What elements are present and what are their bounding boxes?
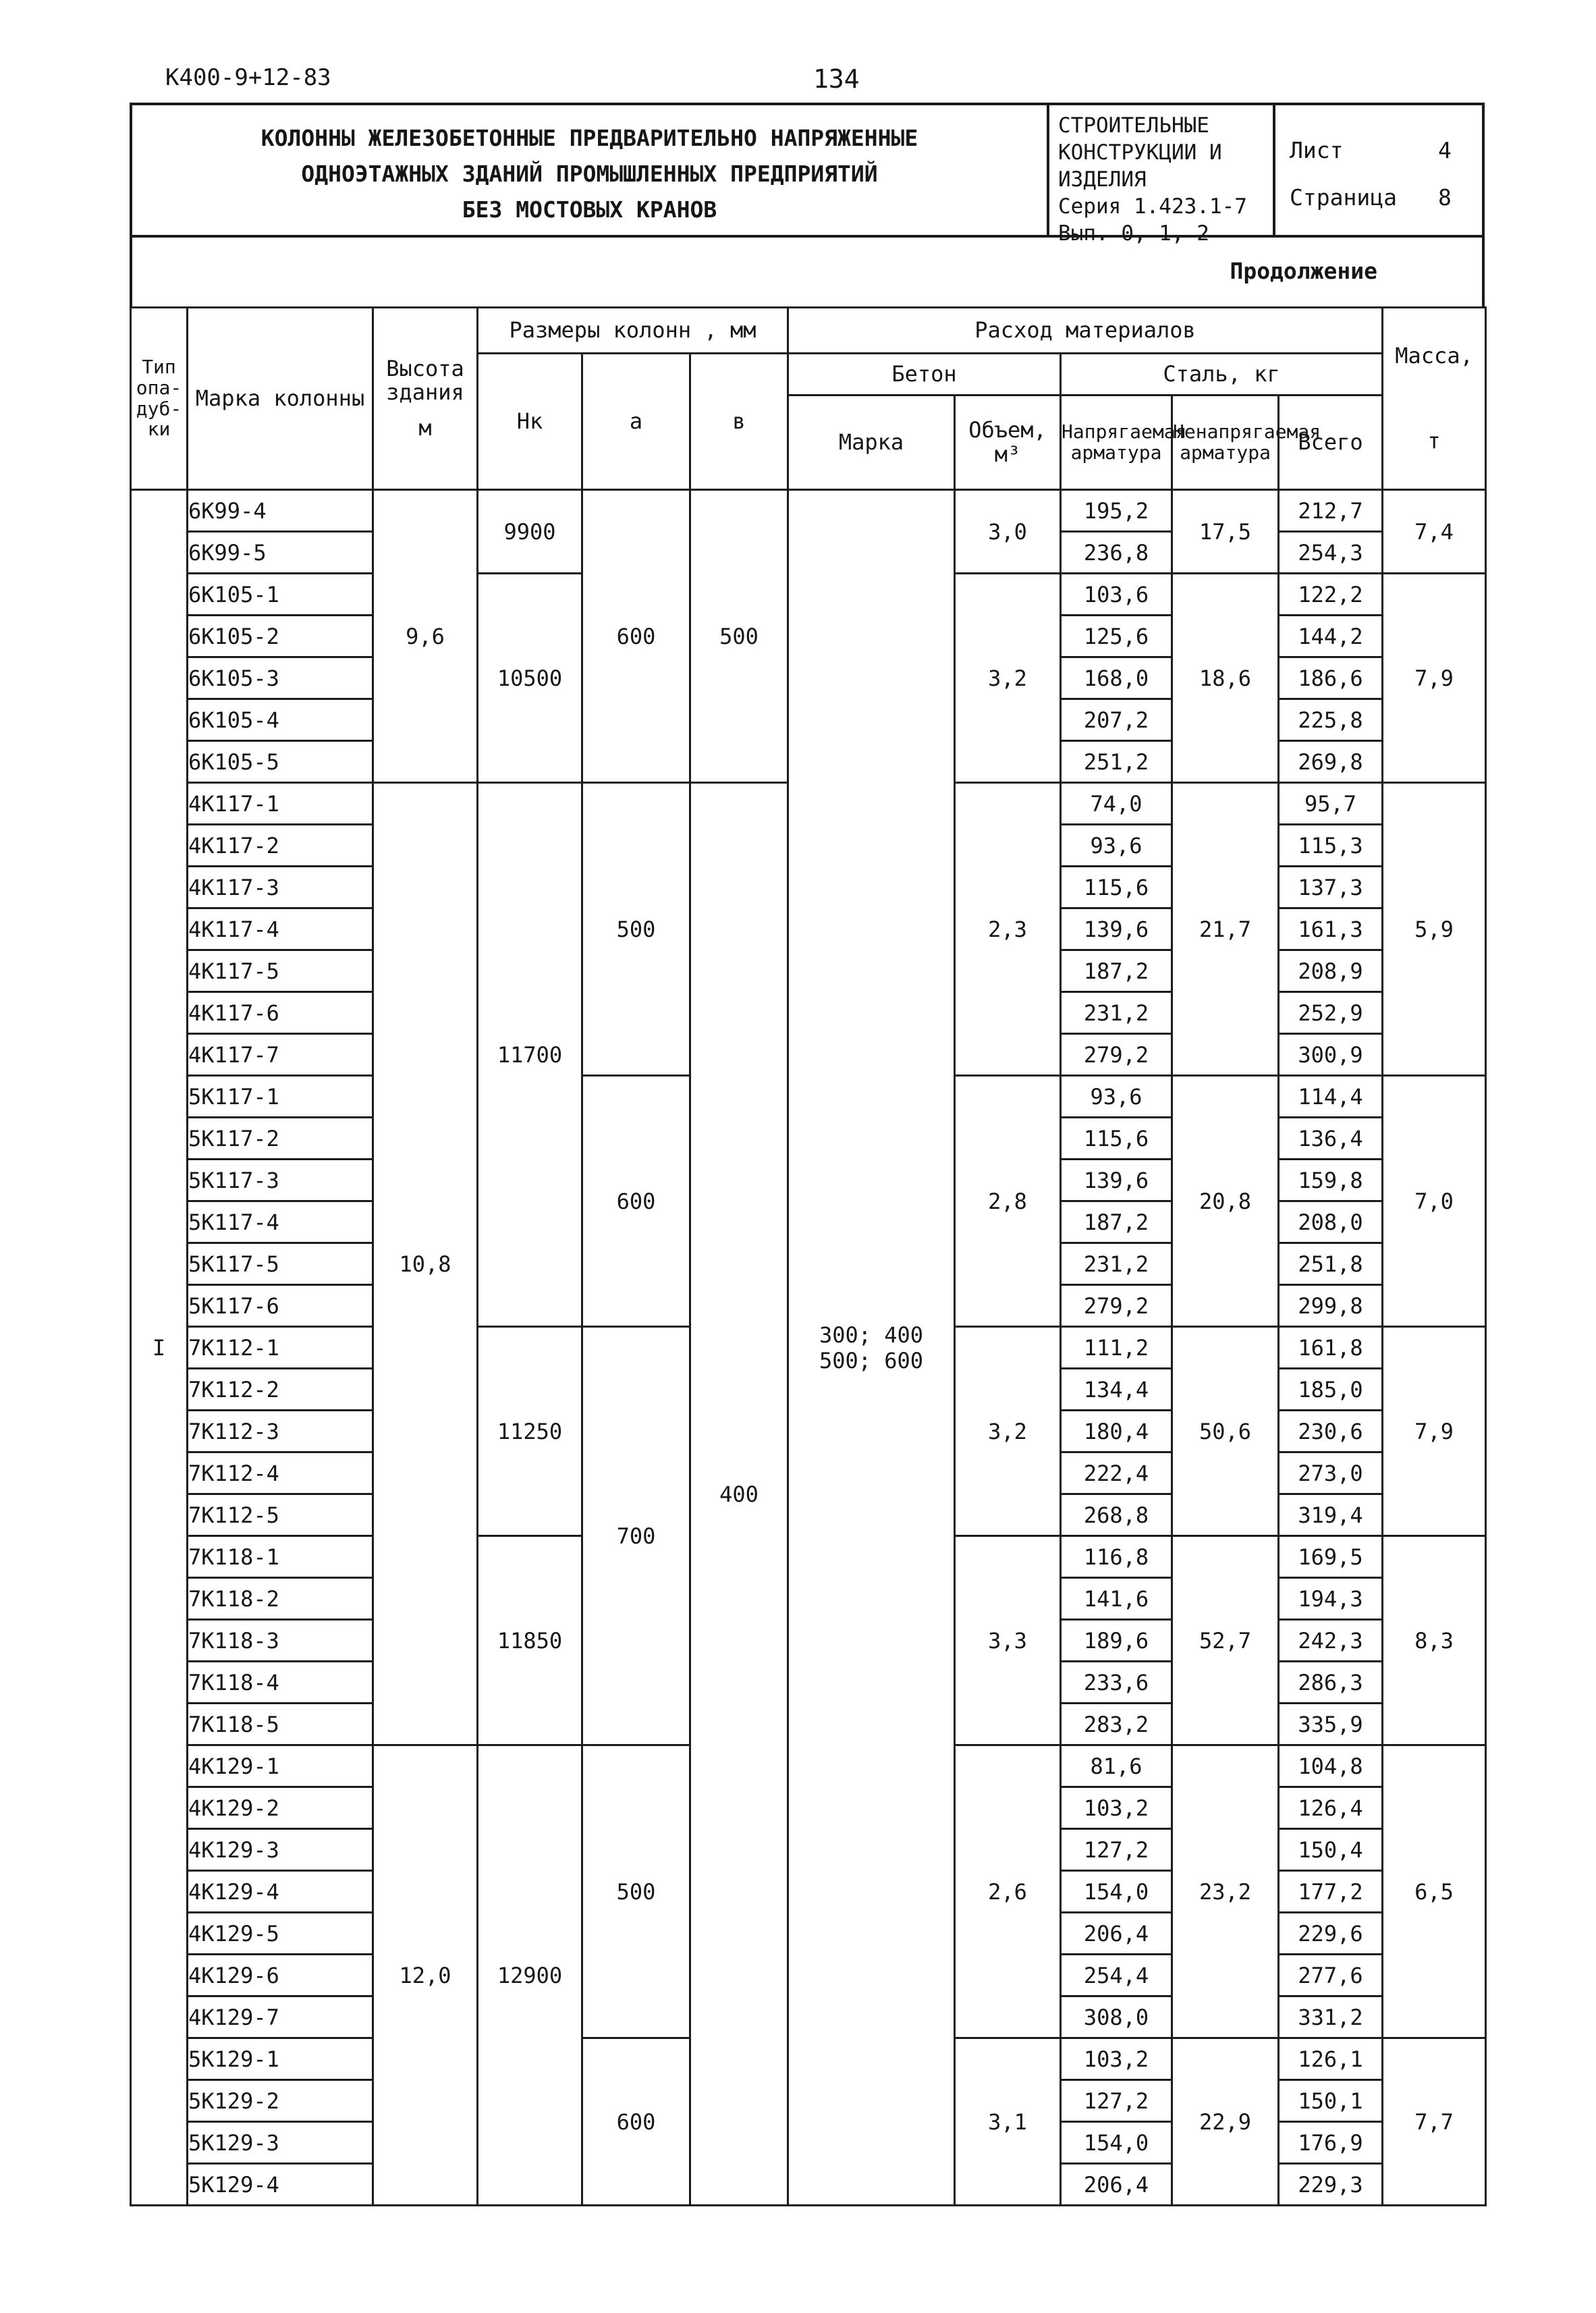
mark-cell: 7К118-4 [188,1662,373,1704]
title-stamp [130,103,1485,246]
mass-cell: 5,9 [1383,783,1486,1076]
sheet-info [1290,127,1452,221]
prestressed-cell: 254,4 [1061,1955,1172,1996]
mark-cell: 7К118-5 [188,1704,373,1745]
total-cell: 115,3 [1279,825,1383,867]
header-materials: Расход материалов [788,308,1383,354]
total-cell: 242,3 [1279,1620,1383,1662]
a-cell: 600 [582,2038,690,2206]
prestressed-cell: 139,6 [1061,1160,1172,1201]
hk-cell: 11700 [478,783,582,1327]
prestressed-cell: 180,4 [1061,1411,1172,1452]
prestressed-cell: 231,2 [1061,1243,1172,1285]
volume-cell: 2,8 [955,1076,1061,1327]
height-cell: 9,6 [373,490,478,783]
prestressed-cell: 81,6 [1061,1745,1172,1787]
prestressed-cell: 231,2 [1061,992,1172,1034]
mark-cell: 6К105-4 [188,699,373,741]
header-b: в [690,354,788,490]
total-cell: 229,3 [1279,2164,1383,2206]
mark-cell: 4К129-6 [188,1955,373,1996]
total-cell: 229,6 [1279,1913,1383,1955]
header-dims: Размеры колонн , мм [478,308,788,354]
mark-cell: 4К129-3 [188,1829,373,1871]
prestressed-cell: 206,4 [1061,2164,1172,2206]
mark-cell: 5К117-5 [188,1243,373,1285]
prestressed-cell: 134,4 [1061,1369,1172,1411]
header-mass-unit: т [1427,427,1441,454]
mass-cell: 7,9 [1383,1327,1486,1536]
total-cell: 177,2 [1279,1871,1383,1913]
nonprestressed-cell: 20,8 [1172,1076,1279,1327]
header-height-unit: м [418,415,432,441]
prestressed-cell: 103,6 [1061,574,1172,616]
mark-cell: 5К117-4 [188,1201,373,1243]
prestressed-cell: 222,4 [1061,1452,1172,1494]
series-info [1058,112,1247,247]
nonprestressed-cell: 50,6 [1172,1327,1279,1536]
mass-cell: 7,0 [1383,1076,1486,1327]
mark-cell: 5К129-1 [188,2038,373,2080]
page-value: 8 [1438,184,1452,211]
mark-cell: 4К117-6 [188,992,373,1034]
total-cell: 208,0 [1279,1201,1383,1243]
prestressed-cell: 103,2 [1061,2038,1172,2080]
continuation-label: Продолжение [1230,258,1377,284]
stamp-divider [1047,105,1049,235]
header-concrete-mark: Марка [788,396,955,490]
height-cell: 10,8 [373,783,478,1745]
mass-cell: 7,9 [1383,574,1486,783]
total-cell: 277,6 [1279,1955,1383,1996]
nonprestressed-cell: 22,9 [1172,2038,1279,2206]
sheet-label: Лист [1290,137,1344,163]
mark-cell: 4К117-1 [188,783,373,825]
mark-cell: 7К112-3 [188,1411,373,1452]
header-nonprestressed: Ненапрягаемая арматура [1172,396,1279,490]
mark-cell: 5К117-2 [188,1118,373,1160]
volume-cell: 3,3 [955,1536,1061,1745]
header-mark: Марка колонны [188,308,373,490]
mark-cell: 4К117-4 [188,908,373,950]
mark-cell: 5К117-3 [188,1160,373,1201]
volume-cell: 3,2 [955,574,1061,783]
mark-cell: 7К118-1 [188,1536,373,1578]
header-type: Тип опа-дуб-ки [131,308,188,490]
series-line: Серия 1.423.1-7 [1058,194,1247,219]
nonprestressed-cell: 52,7 [1172,1536,1279,1745]
mark-cell: 5К129-2 [188,2080,373,2122]
header-concrete: Бетон [788,354,1061,396]
mass-cell: 6,5 [1383,1745,1486,2038]
a-cell: 700 [582,1327,690,1745]
mass-cell: 7,7 [1383,2038,1486,2206]
total-cell: 194,3 [1279,1578,1383,1620]
mark-cell: 5К117-6 [188,1285,373,1327]
total-cell: 186,6 [1279,657,1383,699]
total-cell: 208,9 [1279,950,1383,992]
prestressed-cell: 125,6 [1061,616,1172,657]
mark-cell: 6К99-5 [188,532,373,574]
prestressed-cell: 154,0 [1061,2122,1172,2164]
mark-cell: 4К129-1 [188,1745,373,1787]
mark-cell: 7К118-2 [188,1578,373,1620]
page-number: 134 [813,64,860,94]
total-cell: 169,5 [1279,1536,1383,1578]
header-mass-text: Масса, [1395,343,1473,369]
total-cell: 335,9 [1279,1704,1383,1745]
volume-cell: 3,0 [955,490,1061,574]
prestressed-cell: 127,2 [1061,2080,1172,2122]
type-cell: I [131,490,188,2206]
total-cell: 122,2 [1279,574,1383,616]
prestressed-cell: 116,8 [1061,1536,1172,1578]
prestressed-cell: 283,2 [1061,1704,1172,1745]
title-line: КОЛОННЫ ЖЕЛЕЗОБЕТОННЫЕ ПРЕДВАРИТЕЛЬНО НАПРЯЖЕННЫЕ [260,125,918,151]
a-cell: 500 [582,783,690,1076]
prestressed-cell: 279,2 [1061,1034,1172,1076]
volume-cell: 2,3 [955,783,1061,1076]
mark-cell: 6К105-1 [188,574,373,616]
total-cell: 230,6 [1279,1411,1383,1452]
hk-cell: 9900 [478,490,582,574]
series-line: ИЗДЕЛИЯ [1058,167,1147,192]
mark-cell: 5К129-4 [188,2164,373,2206]
prestressed-cell: 206,4 [1061,1913,1172,1955]
mark-cell: 7К112-5 [188,1494,373,1536]
mark-cell: 4К117-3 [188,867,373,908]
total-cell: 331,2 [1279,1996,1383,2038]
header-prestressed: Напрягаемая арматура [1061,396,1172,490]
continuation-row [130,238,1485,306]
total-cell: 299,8 [1279,1285,1383,1327]
prestressed-cell: 127,2 [1061,1829,1172,1871]
total-cell: 254,3 [1279,532,1383,574]
prestressed-cell: 74,0 [1061,783,1172,825]
header-mass [1383,308,1486,490]
prestressed-cell: 168,0 [1061,657,1172,699]
total-cell: 114,4 [1279,1076,1383,1118]
header-hk: Нк [478,354,582,490]
mass-cell: 7,4 [1383,490,1486,574]
total-cell: 286,3 [1279,1662,1383,1704]
total-cell: 161,3 [1279,908,1383,950]
hk-cell: 12900 [478,1745,582,2206]
mark-cell: 4К117-2 [188,825,373,867]
prestressed-cell: 103,2 [1061,1787,1172,1829]
total-cell: 161,8 [1279,1327,1383,1369]
total-cell: 136,4 [1279,1118,1383,1160]
prestressed-cell: 115,6 [1061,1118,1172,1160]
prestressed-cell: 308,0 [1061,1996,1172,2038]
prestressed-cell: 187,2 [1061,1201,1172,1243]
nonprestressed-cell: 23,2 [1172,1745,1279,2038]
prestressed-cell: 195,2 [1061,490,1172,532]
mark-cell: 4К117-5 [188,950,373,992]
title-line: ОДНОЭТАЖНЫХ ЗДАНИЙ ПРОМЫШЛЕННЫХ ПРЕДПРИЯТИЙ [301,161,878,187]
total-cell: 176,9 [1279,2122,1383,2164]
nonprestressed-cell: 17,5 [1172,490,1279,574]
total-cell: 144,2 [1279,616,1383,657]
prestressed-cell: 268,8 [1061,1494,1172,1536]
total-cell: 273,0 [1279,1452,1383,1494]
series-line: КОНСТРУКЦИИ И [1058,140,1222,165]
total-cell: 252,9 [1279,992,1383,1034]
mark-cell: 4К129-4 [188,1871,373,1913]
hk-cell: 11850 [478,1536,582,1745]
total-cell: 126,1 [1279,2038,1383,2080]
height-cell: 12,0 [373,1745,478,2206]
total-cell: 126,4 [1279,1787,1383,1829]
mark-cell: 5К129-3 [188,2122,373,2164]
document-title [132,120,1047,227]
b-cell: 400 [690,783,788,2206]
prestressed-cell: 189,6 [1061,1620,1172,1662]
total-cell: 150,1 [1279,2080,1383,2122]
header-volume: Объем, м³ [955,396,1061,490]
a-cell: 500 [582,1745,690,2038]
prestressed-cell: 251,2 [1061,741,1172,783]
mark-cell: 4К129-5 [188,1913,373,1955]
mass-cell: 8,3 [1383,1536,1486,1745]
total-cell: 150,4 [1279,1829,1383,1871]
prestressed-cell: 233,6 [1061,1662,1172,1704]
volume-cell: 3,2 [955,1327,1061,1536]
mark-cell: 6К105-2 [188,616,373,657]
prestressed-cell: 187,2 [1061,950,1172,992]
prestressed-cell: 236,8 [1061,532,1172,574]
total-cell: 104,8 [1279,1745,1383,1787]
header-total: Всего [1279,396,1383,490]
prestressed-cell: 279,2 [1061,1285,1172,1327]
a-cell: 600 [582,1076,690,1327]
total-cell: 319,4 [1279,1494,1383,1536]
title-line: БЕЗ МОСТОВЫХ КРАНОВ [462,196,717,223]
series-line: Вып. 0, 1, 2 [1058,221,1209,246]
nonprestressed-cell: 18,6 [1172,574,1279,783]
document-code: К400-9+12-83 [165,64,331,91]
total-cell: 212,7 [1279,490,1383,532]
concrete-mark-cell: 300; 400 500; 600 [788,490,955,2206]
b-cell: 500 [690,490,788,783]
mark-cell: 6К99-4 [188,490,373,532]
mark-cell: 6К105-5 [188,741,373,783]
mark-cell: 7К112-1 [188,1327,373,1369]
mark-cell: 4К129-7 [188,1996,373,2038]
header-height-text: Высота здания [386,355,464,405]
prestressed-cell: 139,6 [1061,908,1172,950]
mark-cell: 7К112-4 [188,1452,373,1494]
nonprestressed-cell: 21,7 [1172,783,1279,1076]
total-cell: 251,8 [1279,1243,1383,1285]
prestressed-cell: 141,6 [1061,1578,1172,1620]
volume-cell: 3,1 [955,2038,1061,2206]
total-cell: 95,7 [1279,783,1383,825]
total-cell: 225,8 [1279,699,1383,741]
prestressed-cell: 93,6 [1061,825,1172,867]
total-cell: 159,8 [1279,1160,1383,1201]
header-a: а [582,354,690,490]
mark-cell: 4К129-2 [188,1787,373,1829]
mark-cell: 4К117-7 [188,1034,373,1076]
a-cell: 600 [582,490,690,783]
hk-cell: 10500 [478,574,582,783]
header-steel: Сталь, кг [1061,354,1383,396]
prestressed-cell: 207,2 [1061,699,1172,741]
total-cell: 185,0 [1279,1369,1383,1411]
mark-cell: 5К117-1 [188,1076,373,1118]
total-cell: 137,3 [1279,867,1383,908]
total-cell: 300,9 [1279,1034,1383,1076]
volume-cell: 2,6 [955,1745,1061,2038]
hk-cell: 11250 [478,1327,582,1536]
columns-table [130,306,1487,2206]
page-label: Страница [1290,184,1397,211]
mark-cell: 6К105-3 [188,657,373,699]
prestressed-cell: 154,0 [1061,1871,1172,1913]
prestressed-cell: 93,6 [1061,1076,1172,1118]
sheet-value: 4 [1438,137,1452,163]
mark-cell: 7К112-2 [188,1369,373,1411]
mark-cell: 7К118-3 [188,1620,373,1662]
header-height [373,308,478,490]
prestressed-cell: 115,6 [1061,867,1172,908]
series-line: СТРОИТЕЛЬНЫЕ [1058,113,1209,138]
total-cell: 269,8 [1279,741,1383,783]
prestressed-cell: 111,2 [1061,1327,1172,1369]
stamp-divider [1273,105,1275,235]
